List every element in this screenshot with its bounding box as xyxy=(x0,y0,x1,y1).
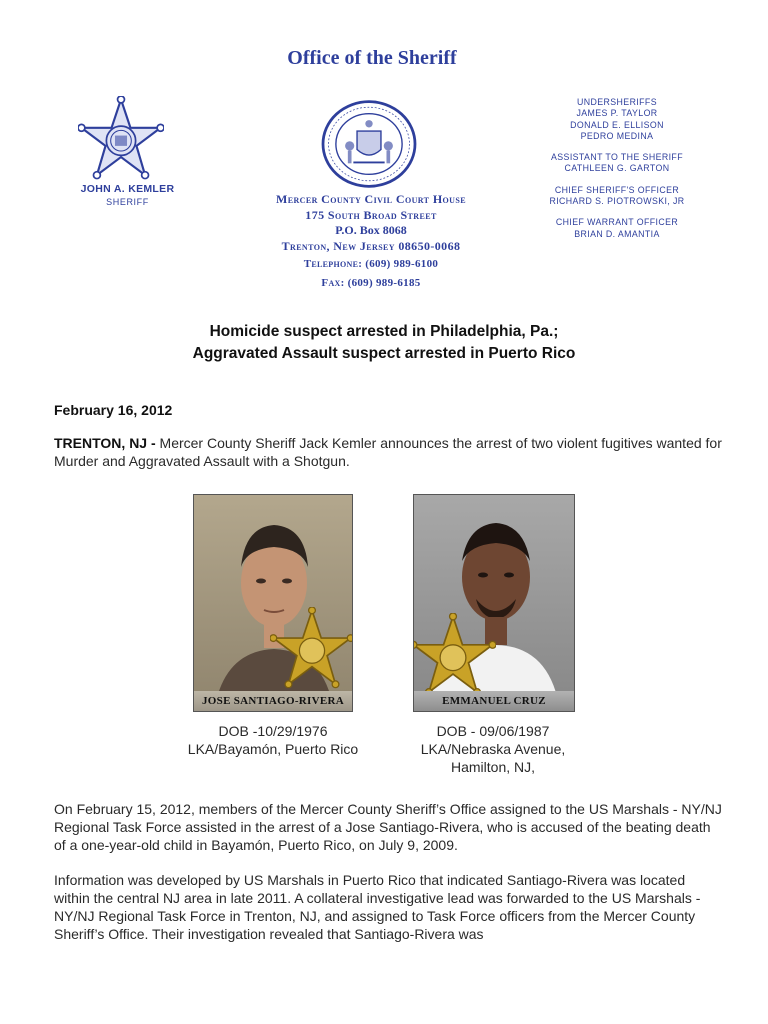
paragraph-3: Information was developed by US Marshals in Puerto Rico that indicated Santiago-Rivera was located within the central NJ area in late 2011. A collateral investigative lead was forwarded to the US Marshals - NY/NJ Regional Task Force in Trenton, NJ, and assigned to Task Force officers from the Mercer County Sheriff’s Office. Their investigation revealed that Santiago-Rivera was xyxy=(54,872,701,942)
staff-list xyxy=(540,97,694,250)
article-date: February 16, 2012 xyxy=(54,402,173,418)
office-title: Office of the Sheriff xyxy=(287,47,457,69)
staff-name: RICHARD S. PIOTROWSKI, JR xyxy=(549,196,685,207)
staff-name: BRIAN D. AMANTIA xyxy=(574,228,660,239)
staff-name: PEDRO MEDINA xyxy=(580,130,654,141)
mugshot-label: JOSE SANTIAGO-RIVERA xyxy=(194,691,352,711)
staff-group-warrant-officer xyxy=(540,217,694,240)
dateline: TRENTON, NJ - xyxy=(54,435,156,451)
staff-title: CHIEF SHERIFF'S OFFICER xyxy=(554,184,680,195)
address-line-4: Trenton, New Jersey 08650-0068 xyxy=(281,238,461,253)
address-block xyxy=(258,192,484,291)
county-seal-icon xyxy=(318,98,420,190)
suspect-info xyxy=(168,722,378,758)
fax: Fax: (609) 989-6185 xyxy=(321,276,421,289)
sheriff-star-icon xyxy=(78,96,164,182)
staff-title: ASSISTANT TO THE SHERIFF xyxy=(551,152,683,163)
telephone: Telephone: (609) 989-6100 xyxy=(303,258,439,270)
intro-paragraph xyxy=(54,434,724,470)
suspect-dob: DOB -10/29/1976 xyxy=(218,723,328,739)
address-line-1: Mercer County Civil Court House xyxy=(276,192,466,206)
address-line-2: 175 South Broad Street xyxy=(305,207,437,222)
suspect-lka: LKA/Nebraska Avenue, xyxy=(420,741,566,757)
headline-line-1: Homicide suspect arrested in Philadelphia, Pa.; xyxy=(209,323,559,340)
staff-name: JAMES P. TAYLOR xyxy=(576,108,658,119)
intro-text: Mercer County Sheriff Jack Kemler announces the arrest of two violent fugitives wanted for Murder and Aggravated Assault with a Shotgun. xyxy=(54,435,722,469)
sheriff-name: JOHN A. KEMLER xyxy=(80,183,175,195)
staff-group-assistant xyxy=(540,152,694,175)
headline-line-2: Aggravated Assault suspect arrested in Puerto Rico xyxy=(192,345,576,362)
mugshot-photo xyxy=(413,494,575,712)
suspect-lka-line-2: Hamilton, NJ, xyxy=(450,759,536,775)
suspect-lka: LKA/Bayamón, Puerto Rico xyxy=(187,741,359,757)
mugshot-label: EMMANUEL CRUZ xyxy=(414,691,574,711)
staff-group-undersheriffs xyxy=(540,97,694,142)
suspect-dob: DOB - 09/06/1987 xyxy=(436,723,550,739)
badge-star-icon xyxy=(270,607,353,691)
sheriff-title: SHERIFF xyxy=(106,197,149,207)
paragraph-2: On February 15, 2012, members of the Mercer County Sheriff’s Office assigned to the US Marshals - NY/NJ Regional Task Force assisted in the arrest of a Jose Santiago-Rivera, who is accused of the beating death of a one-year-old child in Bayamón, Puerto Rico, on July 9, 2009. xyxy=(54,801,722,853)
mugshot-photo xyxy=(193,494,353,712)
staff-name: CATHLEEN G. GARTON xyxy=(564,163,670,174)
staff-name: DONALD E. ELLISON xyxy=(570,119,664,130)
suspect-info xyxy=(388,722,598,776)
badge-star-icon xyxy=(413,613,496,699)
headline xyxy=(0,321,768,365)
staff-title: CHIEF WARRANT OFFICER xyxy=(555,217,679,228)
staff-title: UNDERSHERIFFS xyxy=(577,97,657,107)
staff-group-chief-officer xyxy=(540,185,694,208)
address-line-3: P.O. Box 8068 xyxy=(335,223,407,237)
